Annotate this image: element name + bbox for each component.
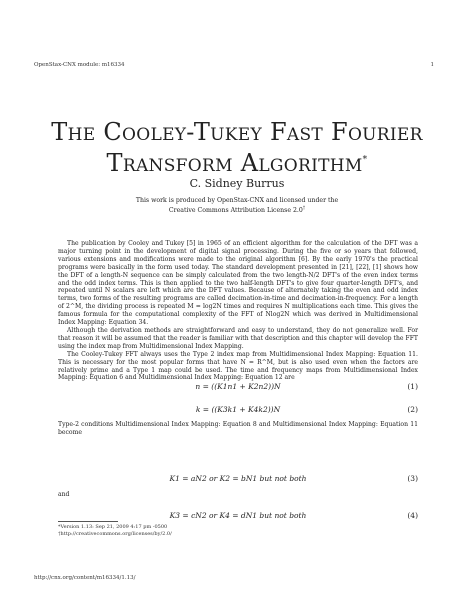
equation-2-number: (2) — [407, 405, 418, 414]
equation-3-number: (3) — [407, 474, 418, 483]
license-footnote-mark: † — [302, 206, 306, 211]
title-line-2: Transform Algorithm — [106, 149, 363, 177]
footnote-license-url[interactable]: †http://creativecommons.org/licenses/by/2.0/ — [58, 530, 172, 537]
equation-4-expression: K3 = cN2 or K4 = dN1 but not both — [169, 511, 307, 520]
body-text — [58, 240, 418, 382]
equation-1 — [58, 382, 418, 394]
paper-title — [0, 118, 474, 177]
equation-3-expression: K1 = aN2 or K2 = bN1 but not both — [169, 474, 307, 483]
equation-2-expression: k = ((K3k1 + K4k2))N — [195, 405, 281, 414]
equation-3 — [58, 474, 418, 486]
title-footnote-mark: * — [362, 155, 368, 165]
author-name: C. Sidney Burrus — [189, 177, 285, 190]
header-module-id: OpenStax-CNX module: m16334 — [34, 62, 125, 68]
footer-url[interactable]: http://cnx.org/content/m16334/1.13/ — [34, 575, 136, 581]
title-line-1: The Cooley-Tukey Fast Fourier — [51, 118, 423, 146]
paragraph-4: Type-2 conditions Multidimensional Index Mapping: Equation 8 and Multidimensional Index Mapping: Equation 11 become — [58, 421, 418, 436]
license-line-1: This work is produced by OpenStax-CNX and licensed under the — [135, 197, 339, 204]
footnote-rule — [58, 521, 118, 522]
equation-2 — [58, 405, 418, 417]
paragraph-3: The Cooley-Tukey FFT always uses the Type 2 index map from Multidimensional Index Mapping: Equation 11. This is necessary for the most popular forms that have N = R^M, but is also used even when the factors are relatively prime and a Type 1 map could be used. The time and frequency maps from Multidimensional Index Mapping: Equation 6 and Multidimensional Index Mapping: Equation 12 are — [58, 350, 418, 382]
footnote-version: *Version 1.13: Sep 21, 2009 4:17 pm -0500 — [58, 524, 168, 530]
header-page-number: 1 — [430, 62, 434, 68]
paragraph-2: Although the derivation methods are straightforward and easy to understand, they do not generalize well. For that reason it will be assumed that the reader is familiar with that description and this chapter will develop the FFT using the index map from Multidimensional Index Mapping. — [58, 326, 418, 350]
license-note — [0, 197, 474, 215]
paragraph-1: The publication by Cooley and Tukey [5] in 1965 of an efficient algorithm for the calculation of the DFT was a major turning point in the development of digital signal processing. During the five or so years that followed, various extensions and modifications were made to the original algorithm [6]. By the early 1970's the practical programs were basically in the form used today. The standard development presented in [21], [22], [1] shows how the DFT of a length-N sequence can be simply calculated from the two length-N/2 DFT's of the even index terms and the odd index terms. This is then applied to the two half-length DFT's to give four quarter-length DFT's, and repeated until N scalars are left which are the DFT values. Because of alternately taking the even and odd index terms, two forms of the resulting programs are called decimation-in-time and decimation-in-frequency. For a length of 2^M, the dividing process is repeated M = log2N times and requires N multiplications each time. This gives the famous formula for the computational complexity of the FFT of Nlog2N which was derived in Multidimensional Index Mapping: Equation 34. — [58, 240, 418, 327]
and-connector: and — [58, 491, 70, 498]
footnotes — [58, 521, 418, 537]
equation-1-expression: n = ((K1n1 + K2n2))N — [195, 382, 281, 391]
license-line-2: Creative Commons Attribution License 2.0 — [168, 207, 303, 215]
equation-4-number: (4) — [407, 511, 418, 520]
equation-1-number: (1) — [407, 382, 418, 391]
running-header — [34, 62, 434, 68]
